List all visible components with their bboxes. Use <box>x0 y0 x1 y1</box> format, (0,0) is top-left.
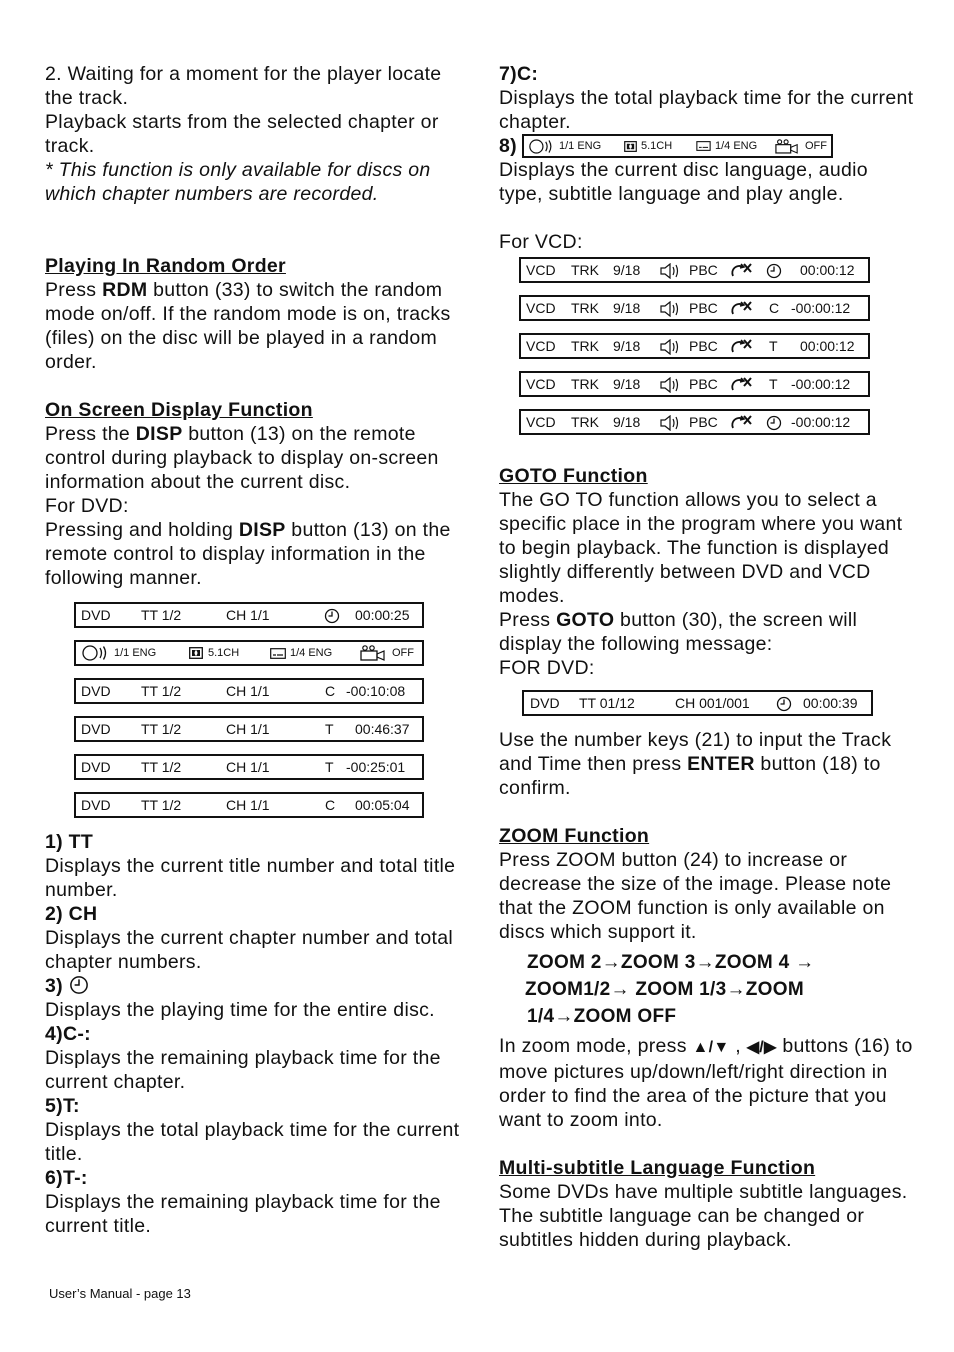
item-8-line <box>499 134 914 158</box>
vcd-osd-row: VCD TRK 9/18 PBC T -00:00:12 <box>519 371 870 397</box>
zoom-sequence-line: ZOOM1/2→ ZOOM 1/3→ZOOM <box>525 979 804 1000</box>
zoom-sequence-line: ZOOM 2→ZOOM 3→ZOOM 4 → <box>527 952 815 973</box>
goto-intro: The GO TO function allows you to select a specific place in the program where you want to begin playback. The function is displayed slightly differently between DVD and VCD modes. <box>499 489 903 607</box>
item-5-text: Displays the total playback time for the current title. <box>45 1119 460 1165</box>
rdm-key: RDM <box>102 279 148 301</box>
item-6-label: 6)T-: <box>45 1167 88 1189</box>
speaker-icon <box>659 297 681 319</box>
angle-icon <box>775 136 799 156</box>
for-dvd-caps-label: FOR DVD: <box>499 657 595 679</box>
vcd-osd-row: VCD TRK 9/18 PBC T 00:00:12 <box>519 333 870 359</box>
item-7-label: 7)C: <box>499 63 539 85</box>
zoom-mode-text: In zoom mode, press ▲/▼ , ◀/▶ buttons (16) to move pictures up/down/left/right direction in order to find the area of the picture that you want to zoom into. <box>499 1035 913 1131</box>
goto-press-text: Press GOTO button (30), the screen will display the following message: <box>499 609 858 655</box>
note-text: * This function is only available for discs on which chapter numbers are recorded. <box>45 159 431 205</box>
item-8-label: 8) <box>499 135 517 157</box>
step-2-text: 2. Waiting for a moment for the player locate the track. <box>45 63 442 109</box>
audio-disc-icon <box>81 642 111 664</box>
repeat-off-icon <box>731 335 753 357</box>
dolby-icon <box>189 642 203 664</box>
clock-icon <box>324 604 340 626</box>
dolby-icon <box>624 136 637 156</box>
dvd-osd-row: DVD TT 1/2 CH 1/1 T 00:46:37 <box>74 716 424 742</box>
clock-icon <box>766 411 782 433</box>
zoom-heading: ZOOM Function <box>499 825 650 847</box>
repeat-off-icon <box>731 373 753 395</box>
enter-text: Use the number keys (21) to input the Track and Time then press ENTER button (18) to confirm. <box>499 729 892 799</box>
zoom-sequence <box>499 949 914 1030</box>
dvd-osd-row: DVD TT 1/2 CH 1/1 C 00:05:04 <box>74 792 424 818</box>
dvd-osd-row: DVD TT 1/2 CH 1/1 00:00:25 <box>74 602 424 628</box>
item-6-text: Displays the remaining playback time for the current title. <box>45 1191 441 1237</box>
angle-icon <box>360 642 386 664</box>
item-7-text: Displays the total playback time for the current chapter. <box>499 87 914 133</box>
item-3-label: 3) <box>45 974 460 998</box>
subtitle-icon <box>270 642 286 664</box>
clock-icon <box>776 692 792 714</box>
item-3-text: Displays the playing time for the entire disc. <box>45 999 435 1021</box>
subtitle-heading: Multi-subtitle Language Function <box>499 1157 816 1179</box>
subtitle-icon <box>696 136 711 156</box>
zoom-text: Press ZOOM button (24) to increase or decrease the size of the image. Please note that the ZOOM function is only available on discs which support it. <box>499 849 892 943</box>
random-text: Press RDM button (33) to switch the random mode on/off. If the random mode is on, tracks (files) on the disc will be played in a random order. <box>45 279 451 373</box>
left-right-arrows-icon: ◀/▶ <box>746 1039 777 1056</box>
repeat-off-icon <box>731 297 753 319</box>
item-4-text: Displays the remaining playback time for the current chapter. <box>45 1047 441 1093</box>
page-footer: User’s Manual - page 13 <box>49 1286 191 1301</box>
up-down-arrows-icon: ▲/▼ <box>692 1039 730 1056</box>
for-vcd-label: For VCD: <box>499 231 583 253</box>
subtitle-text: Some DVDs have multiple subtitle languages. The subtitle language can be changed or subtitles hidden during playback. <box>499 1181 908 1251</box>
right-column <box>499 62 914 1252</box>
vcd-osd-examples <box>519 257 870 435</box>
disp-key: DISP <box>135 423 183 445</box>
speaker-icon <box>659 411 681 433</box>
dvd-osd-examples <box>74 602 424 818</box>
audio-osd-inline: 1/1 ENG 5.1CH 1/4 ENG OFF <box>522 134 833 158</box>
repeat-off-icon <box>731 259 753 281</box>
enter-key: ENTER <box>687 753 755 775</box>
osd-heading: On Screen Display Function <box>45 399 313 421</box>
playback-text: Playback starts from the selected chapter or track. <box>45 111 439 157</box>
disp-key-2: DISP <box>238 519 286 541</box>
repeat-off-icon <box>731 411 753 433</box>
speaker-icon <box>659 373 681 395</box>
clock-icon <box>766 259 782 281</box>
item-8-text: Displays the current disc language, audio type, subtitle language and play angle. <box>499 159 868 205</box>
goto-key: GOTO <box>556 609 615 631</box>
left-column <box>45 62 460 1238</box>
goto-osd-row: DVD TT 01/12 CH 001/001 00:00:39 <box>522 690 873 716</box>
dvd-osd-row: DVD TT 1/2 CH 1/1 T -00:25:01 <box>74 754 424 780</box>
random-heading: Playing In Random Order <box>45 255 286 277</box>
for-dvd-label: For DVD: <box>45 495 129 517</box>
vcd-osd-row: VCD TRK 9/18 PBC C -00:00:12 <box>519 295 870 321</box>
vcd-osd-row: VCD TRK 9/18 PBC -00:00:12 <box>519 409 870 435</box>
vcd-osd-row: VCD TRK 9/18 PBC 00:00:12 <box>519 257 870 283</box>
audio-osd-row: 1/1 ENG 5.1CH 1/4 ENG OFF <box>74 640 424 666</box>
speaker-icon <box>659 335 681 357</box>
osd-text: Press the DISP button (13) on the remote control during playback to display on-screen information about the current disc. <box>45 423 439 493</box>
item-1-text: Displays the current title number and total title number. <box>45 855 456 901</box>
osd-items-list <box>45 830 460 1238</box>
clock-icon <box>69 975 89 997</box>
hold-text: Pressing and holding DISP button (13) on the remote control to display information in the following manner. <box>45 519 451 589</box>
item-2-text: Displays the current chapter number and total chapter numbers. <box>45 927 454 973</box>
dvd-osd-row: DVD TT 1/2 CH 1/1 C -00:10:08 <box>74 678 424 704</box>
item-2-label: 2) CH <box>45 903 98 925</box>
item-4-label: 4)C-: <box>45 1023 91 1045</box>
goto-heading: GOTO Function <box>499 465 648 487</box>
speaker-icon <box>659 259 681 281</box>
zoom-sequence-line: 1/4→ZOOM OFF <box>527 1006 677 1027</box>
item-5-label: 5)T: <box>45 1095 80 1117</box>
item-1-label: 1) TT <box>45 831 94 853</box>
audio-disc-icon <box>528 136 556 156</box>
